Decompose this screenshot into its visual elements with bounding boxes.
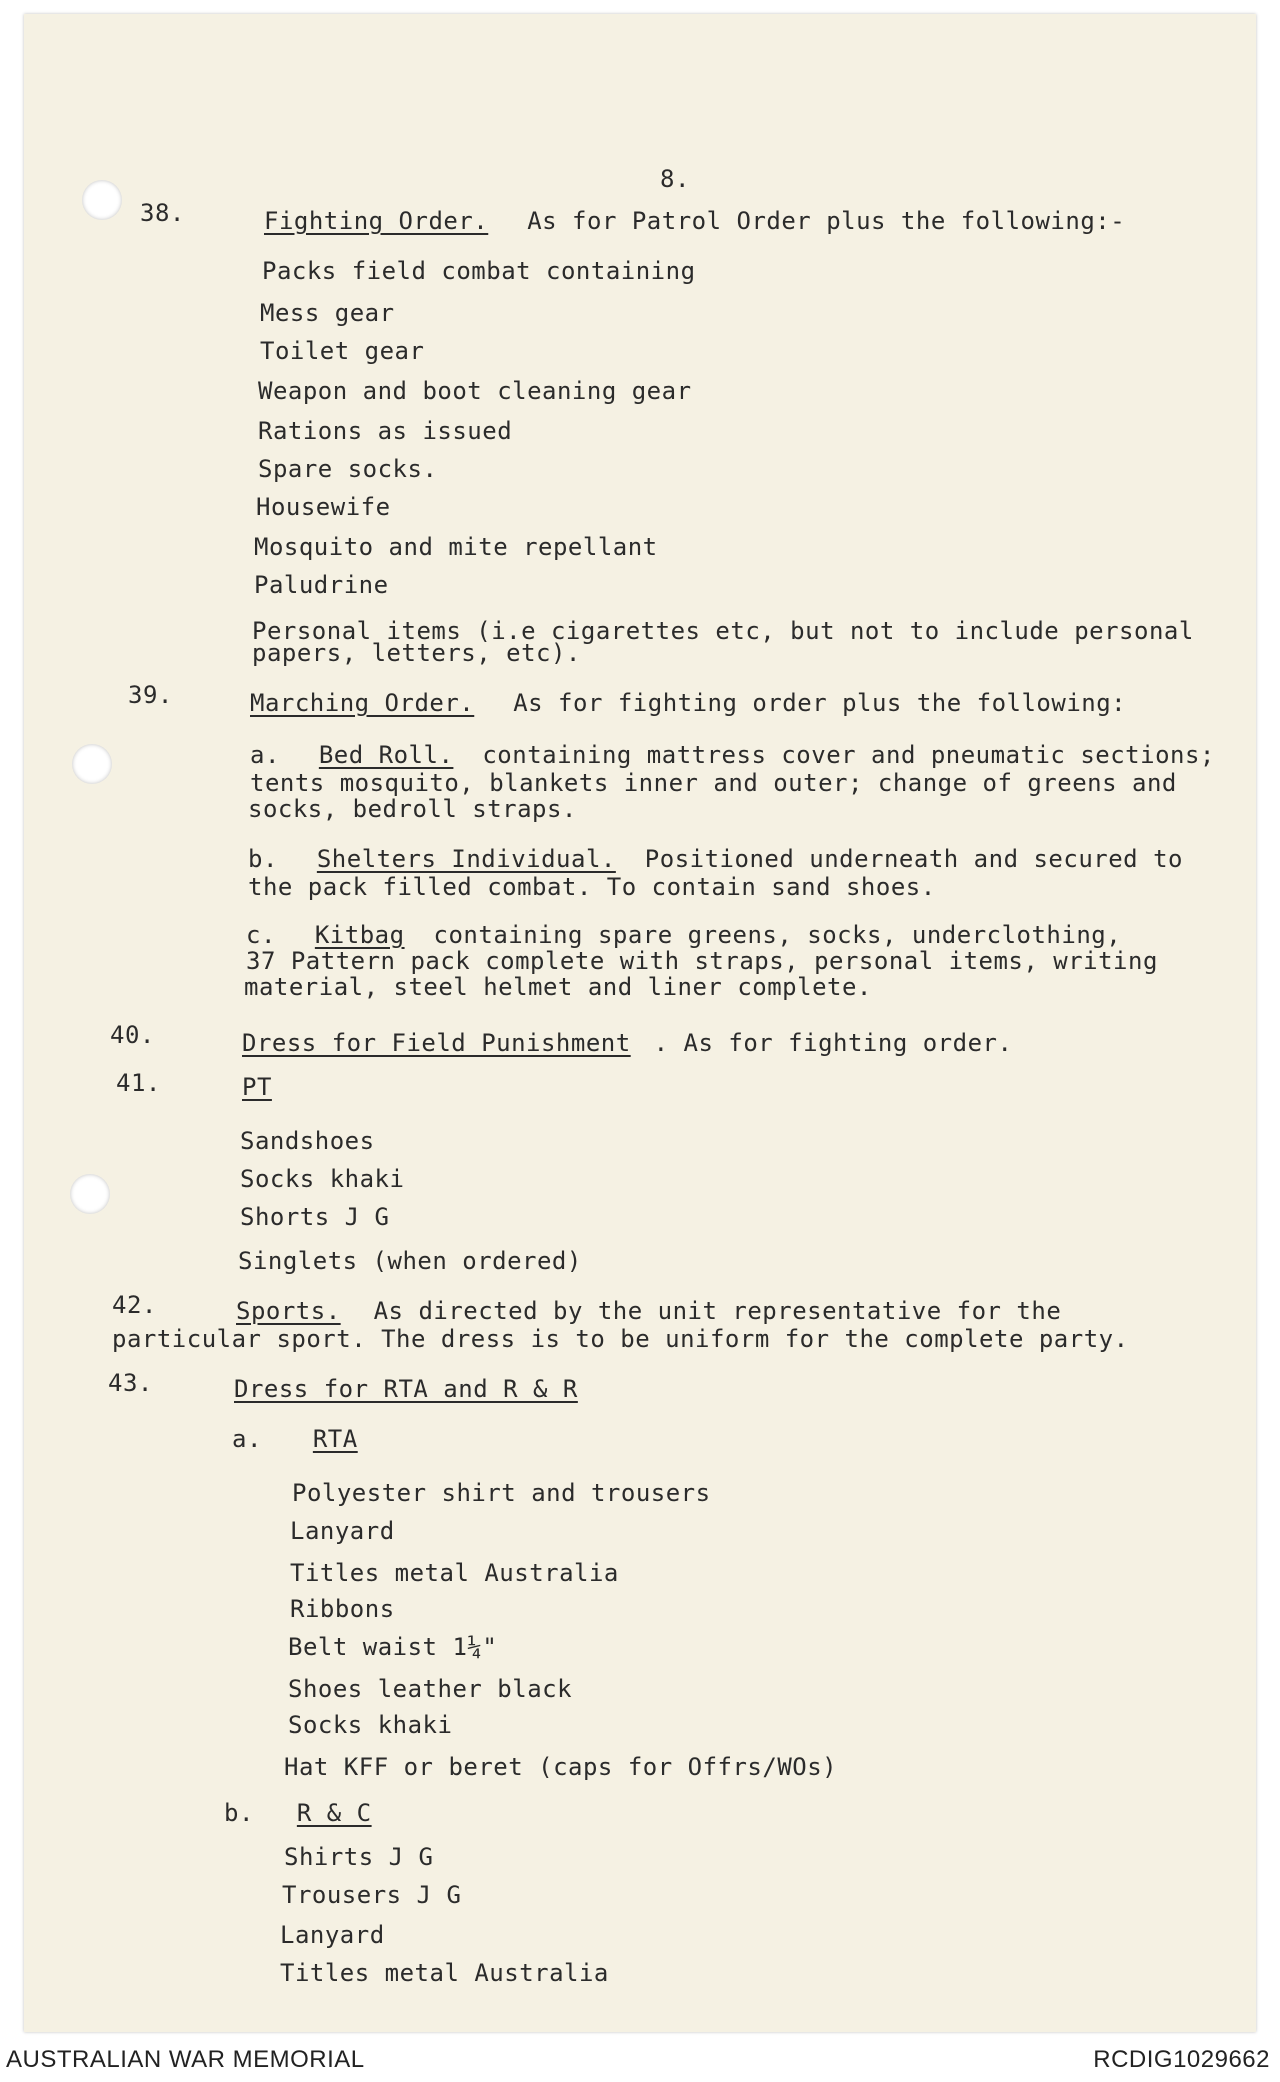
- list-item: Titles metal Australia: [290, 1559, 619, 1587]
- subsection-label: b.: [248, 845, 278, 873]
- section-title: Dress for RTA and R & R: [234, 1375, 578, 1403]
- section-heading: [250, 690, 1126, 716]
- page-number: 8.: [660, 165, 690, 193]
- list-item: Belt waist 1¼": [288, 1633, 498, 1661]
- list-item: Hat KFF or beret (caps for Offrs/WOs): [284, 1753, 838, 1781]
- list-item: Housewife: [256, 493, 391, 521]
- list-item: Ribbons: [290, 1595, 395, 1623]
- list-item: Lanyard: [280, 1921, 385, 1949]
- section-title: Dress for Field Punishment: [242, 1029, 631, 1057]
- list-item: Weapon and boot cleaning gear: [258, 377, 692, 405]
- paragraph-line: papers, letters, etc).: [252, 639, 581, 667]
- subsection-line: [232, 1426, 358, 1452]
- subsection-title: Kitbag: [314, 921, 405, 949]
- subsection-title: Bed Roll.: [318, 741, 454, 769]
- list-item: Mosquito and mite repellant: [254, 533, 658, 561]
- subsection-line: [248, 846, 1183, 872]
- section-heading: [264, 208, 1125, 234]
- section-number: 43.: [108, 1369, 153, 1397]
- list-item: Shoes leather black: [288, 1675, 573, 1703]
- subsection-text: Positioned underneath and secured to: [644, 845, 1183, 873]
- section-number: 39.: [128, 681, 173, 709]
- subsection-label: c.: [246, 921, 276, 949]
- footer-source-label: AUSTRALIAN WAR MEMORIAL: [6, 2046, 365, 2073]
- section-number: 42.: [112, 1291, 157, 1319]
- list-item: Spare socks.: [258, 455, 438, 483]
- section-number: 40.: [110, 1021, 155, 1049]
- subsection-title: RTA: [312, 1425, 358, 1453]
- paragraph-line: 37 Pattern pack complete with straps, personal items, writing: [246, 947, 1158, 975]
- subsection-text: containing mattress cover and pneumatic sections;: [482, 741, 1215, 769]
- footer-record-id: RCDIG1029662: [1093, 2046, 1270, 2073]
- punch-hole: [72, 744, 112, 784]
- paragraph-line: socks, bedroll straps.: [248, 795, 577, 823]
- section-title: Fighting Order.: [264, 207, 489, 235]
- subsection-text: containing spare greens, socks, underclothing,: [433, 921, 1122, 949]
- section-title: Sports.: [236, 1297, 341, 1325]
- section-intro: As for Patrol Order plus the following:-: [527, 207, 1126, 235]
- section-number: 41.: [116, 1069, 161, 1097]
- section-heading: [242, 1030, 1012, 1056]
- subsection-label: a.: [250, 741, 280, 769]
- list-item: Rations as issued: [258, 417, 513, 445]
- subsection-label: a.: [232, 1425, 262, 1453]
- punch-hole: [82, 180, 122, 220]
- subsection-title: R & C: [296, 1799, 372, 1827]
- list-item: Titles metal Australia: [280, 1959, 609, 1987]
- list-item: Mess gear: [260, 299, 395, 327]
- subsection-line: [246, 922, 1121, 948]
- section-text: As directed by the unit representative for the: [373, 1297, 1062, 1325]
- section-text: . As for fighting order.: [653, 1029, 1013, 1057]
- list-item: Lanyard: [290, 1517, 395, 1545]
- paragraph-line: material, steel helmet and liner complete.: [244, 973, 872, 1001]
- section-intro: As for fighting order plus the following:: [513, 689, 1127, 717]
- section-heading: [236, 1298, 1061, 1324]
- list-item: Trousers J G: [282, 1881, 462, 1909]
- list-item: Packs field combat containing: [262, 257, 696, 285]
- section-title: PT: [242, 1073, 272, 1101]
- subsection-title: Shelters Individual.: [316, 845, 616, 873]
- subsection-line: [250, 742, 1215, 768]
- list-item: Singlets (when ordered): [238, 1247, 582, 1275]
- subsection-label: b.: [224, 1799, 254, 1827]
- section-title: Marching Order.: [250, 689, 475, 717]
- subsection-line: [224, 1800, 372, 1826]
- list-item: Toilet gear: [260, 337, 425, 365]
- list-item: Polyester shirt and trousers: [292, 1479, 711, 1507]
- list-item: Socks khaki: [288, 1711, 453, 1739]
- list-item: Shirts J G: [284, 1843, 434, 1871]
- paragraph-line: the pack filled combat. To contain sand shoes.: [248, 873, 936, 901]
- list-item: Paludrine: [254, 571, 389, 599]
- paragraph-line: particular sport. The dress is to be uniform for the complete party.: [112, 1325, 1129, 1353]
- document-page: [24, 14, 1256, 2032]
- list-item: Shorts J G: [240, 1203, 390, 1231]
- section-number: 38.: [140, 199, 185, 227]
- list-item: Socks khaki: [240, 1165, 405, 1193]
- list-item: Sandshoes: [240, 1127, 375, 1155]
- paragraph-line: Personal items (i.e cigarettes etc, but not to include personal: [252, 617, 1194, 645]
- punch-hole: [70, 1174, 110, 1214]
- paragraph-line: tents mosquito, blankets inner and outer; change of greens and: [250, 769, 1177, 797]
